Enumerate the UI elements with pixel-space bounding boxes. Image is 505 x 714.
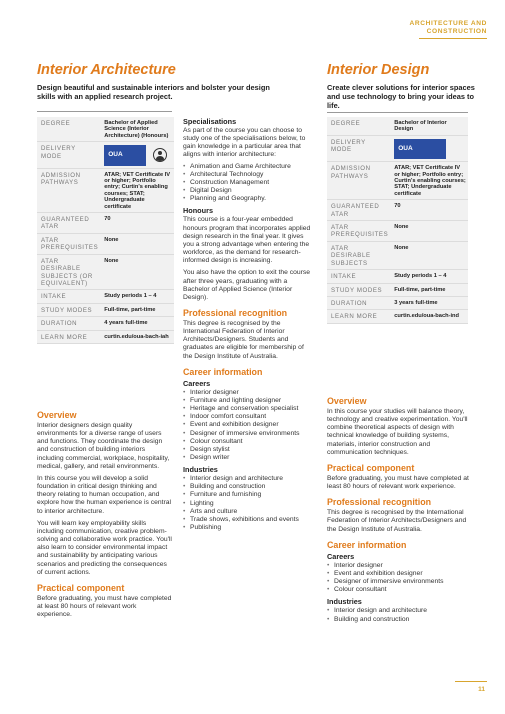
careers-subheading: Careers <box>327 551 355 561</box>
list-item: • Lighting <box>183 500 313 508</box>
table-key: ATAR DESIRABLE SUBJECTS (OR EQUIVALENT) <box>37 254 102 290</box>
list-item: • Colour consultant <box>327 586 472 594</box>
table-key: ADMISSION PATHWAYS <box>37 168 102 212</box>
right-divider <box>327 112 468 113</box>
table-key: STUDY MODES <box>37 303 102 316</box>
table-row <box>37 290 174 303</box>
table-value: 70 <box>102 213 174 234</box>
table-row <box>327 283 468 296</box>
table-row <box>327 117 468 135</box>
career-heading: Career information <box>327 539 407 550</box>
overview-paragraph: In this course your studies will balance theory, technology and creative experimentation. You'll combine theoretical aspects of design with technical knowledge of building systems, materials, interior construction and communication techniques. <box>327 408 468 456</box>
table-key: ATAR PREREQUISITES <box>327 221 392 242</box>
table-value: Study periods 1 – 4 <box>392 270 468 283</box>
list-item: • Trade shows, exhibitions and events <box>183 516 313 524</box>
list-item: • Animation and Game Architecture <box>183 163 313 171</box>
table-row <box>37 317 174 330</box>
table-row <box>37 254 174 290</box>
overview-heading: Overview <box>327 396 367 406</box>
header-rule <box>419 38 487 39</box>
list-item: • Building and construction <box>327 616 472 624</box>
left-divider <box>37 111 172 112</box>
list-item: • Furniture and furnishing <box>183 491 313 499</box>
list-item: • Indoor comfort consultant <box>183 413 313 421</box>
person-icon <box>153 148 167 162</box>
table-value: Full-time, part-time <box>392 283 468 296</box>
table-row <box>327 221 468 242</box>
table-row <box>327 310 468 323</box>
list-item: • Event and exhibition designer <box>327 570 472 578</box>
prof-recognition-heading: Professional recognition <box>327 497 432 508</box>
industries-list <box>183 475 313 532</box>
honours-paragraph: This course is a four-year embedded honours program that incorporates applied design research in the final year. It gives you a strong advantage when entering the workforce, as the demand for research-informed design is increasing. <box>183 216 311 265</box>
prof-recognition-text: This degree is recognised by the International Federation of Interior Architects/Designers and the Design Institute of Australia. <box>327 509 467 533</box>
careers-subheading: Careers <box>183 378 211 388</box>
table-row <box>327 296 468 309</box>
careers-list <box>183 389 313 462</box>
table-key: DURATION <box>37 317 102 330</box>
footer-rule <box>455 681 487 682</box>
list-item: • Interior design and architecture <box>327 607 472 615</box>
page-number: 11 <box>478 686 485 693</box>
table-row <box>37 168 174 212</box>
list-item: • Designer of immersive environments <box>183 430 313 438</box>
list-item: • Heritage and conservation specialist <box>183 405 313 413</box>
table-row <box>327 241 468 269</box>
table-key: DURATION <box>327 296 392 309</box>
learn-more-link[interactable]: curtin.edu/oua-bach-iah <box>102 330 174 343</box>
table-row <box>327 162 468 200</box>
list-item: • Planning and Geography. <box>183 195 313 203</box>
right-course-tagline: Create clever solutions for interior spaces and use technology to bring your ideas to life. <box>327 83 475 110</box>
table-value: None <box>102 254 174 290</box>
list-item: • Design stylist <box>183 446 313 454</box>
list-item: • Construction Management <box>183 179 313 187</box>
table-key: DEGREE <box>37 117 102 142</box>
section-header <box>410 20 488 36</box>
right-details-column <box>327 396 472 624</box>
list-item: • Building and construction <box>183 483 313 491</box>
table-row <box>37 213 174 234</box>
overview-paragraph: You will learn key employability skills including communication, creative problem-solving and collaborative work practice. You'll also learn to consider environmental impact and sustainability by anticipating various scenarios and predicting the consequences of current actions. <box>37 519 172 576</box>
overview-paragraph: In this course you will develop a solid foundation in critical design thinking and theory relating to human occupation, and explore how the human experience is central to interior architecture. <box>37 474 171 515</box>
practical-text: Before graduating, you must have completed at least 80 hours of relevant work experience. <box>37 594 172 619</box>
table-row <box>37 233 174 254</box>
table-value: None <box>392 241 468 269</box>
honours-heading: Honours <box>183 206 213 216</box>
table-value: None <box>392 221 468 242</box>
table-value: Study periods 1 – 4 <box>102 290 174 303</box>
overview-heading: Overview <box>37 410 77 420</box>
list-item: • Interior designer <box>327 562 472 570</box>
table-key: DEGREE <box>327 117 392 135</box>
list-item: • Interior design and architecture <box>183 475 313 483</box>
table-row <box>327 200 468 221</box>
table-key: STUDY MODES <box>327 283 392 296</box>
overview-paragraph: Interior designers design quality environments for a diverse range of users and functions. They coordinate the design and construction of building interiors including commercial, workplace, hospitality, medical, gallery, and retail environments. <box>37 422 170 470</box>
table-key: GUARANTEED ATAR <box>327 200 392 221</box>
left-info-table <box>37 117 174 344</box>
list-item: • Publishing <box>183 524 313 532</box>
section-header-line2: CONSTRUCTION <box>426 28 487 35</box>
careers-list <box>327 562 472 595</box>
practical-heading: Practical component <box>37 582 125 593</box>
table-key: ATAR PREREQUISITES <box>37 233 102 254</box>
table-key: LEARN MORE <box>327 310 392 323</box>
table-value: Full-time, part-time <box>102 303 174 316</box>
list-item: • Furniture and lighting designer <box>183 397 313 405</box>
table-key: DELIVERY MODE <box>327 135 392 161</box>
oua-badge: OUA <box>394 139 446 159</box>
list-item: • Architectural Technology <box>183 171 313 179</box>
table-value: Bachelor of Interior Design <box>392 117 468 135</box>
table-row <box>37 142 174 168</box>
honours-paragraph: You also have the option to exit the course after three years, graduating with a Bachelor of Applied Science (Interior Design). <box>183 269 310 301</box>
oua-badge: OUA <box>104 145 146 165</box>
list-item: • Designer of immersive environments <box>327 578 472 586</box>
list-item: • Interior designer <box>183 389 313 397</box>
list-item: • Colour consultant <box>183 438 313 446</box>
table-key: LEARN MORE <box>37 330 102 343</box>
table-row <box>37 117 174 142</box>
table-row <box>37 303 174 316</box>
table-key: ADMISSION PATHWAYS <box>327 162 392 200</box>
right-info-table <box>327 117 468 324</box>
specialisations-list <box>183 163 313 204</box>
table-key: GUARANTEED ATAR <box>37 213 102 234</box>
list-item: • Design writer <box>183 454 313 462</box>
specialisations-text: As part of the course you can choose to study one of the specialisations below, to gain knowledge in a particular area that aligns with interior architecture: <box>183 127 306 159</box>
table-key: INTAKE <box>327 270 392 283</box>
left-details-column <box>183 117 313 532</box>
list-item: • Event and exhibition designer <box>183 421 313 429</box>
table-value: 4 years full-time <box>102 317 174 330</box>
list-item: • Arts and culture <box>183 508 313 516</box>
industries-subheading: Industries <box>327 597 362 607</box>
table-key: ATAR DESIRABLE SUBJECTS <box>327 241 392 269</box>
specialisations-heading: Specialisations <box>183 117 237 126</box>
left-course-tagline: Design beautiful and sustainable interiors and bolster your design skills with an applied research project. <box>37 83 270 101</box>
learn-more-link[interactable]: curtin.edu/oua-bach-ind <box>392 310 468 323</box>
table-key: DELIVERY MODE <box>37 142 102 168</box>
table-row <box>37 330 174 343</box>
table-row <box>327 270 468 283</box>
practical-heading: Practical component <box>327 462 415 473</box>
table-key: INTAKE <box>37 290 102 303</box>
table-value: 70 <box>392 200 468 221</box>
table-value: 3 years full-time <box>392 296 468 309</box>
left-overview-section <box>37 410 172 619</box>
left-course-title: Interior Architecture <box>37 62 176 78</box>
list-item: • Digital Design <box>183 187 313 195</box>
right-course-title: Interior Design <box>327 62 430 78</box>
table-value: ATAR; VET Certificate IV or higher; Portfolio entry; Curtin's enabling courses; STAT; Undergraduate certificate <box>102 168 174 212</box>
table-value: Bachelor of Applied Science (Interior Architecture) (Honours) <box>102 117 174 142</box>
prof-recognition-heading: Professional recognition <box>183 307 288 318</box>
industries-subheading: Industries <box>183 465 218 475</box>
table-value: None <box>102 233 174 254</box>
prof-recognition-text: This degree is recognised by the International Federation of Interior Architects/Designers. Students and graduates are eligible for membership of the Design Institute of Australia. <box>183 319 304 360</box>
career-heading: Career information <box>183 366 263 377</box>
practical-text: Before graduating, you must have completed at least 80 hours of relevant work experience. <box>327 474 469 491</box>
table-row <box>327 135 468 161</box>
industries-list <box>327 607 472 623</box>
section-header-line1: ARCHITECTURE AND <box>409 20 487 27</box>
table-value: ATAR; VET Certificate IV or higher; Portfolio entry; Curtin's enabling courses; STAT; Undergraduate certificate <box>392 162 468 200</box>
